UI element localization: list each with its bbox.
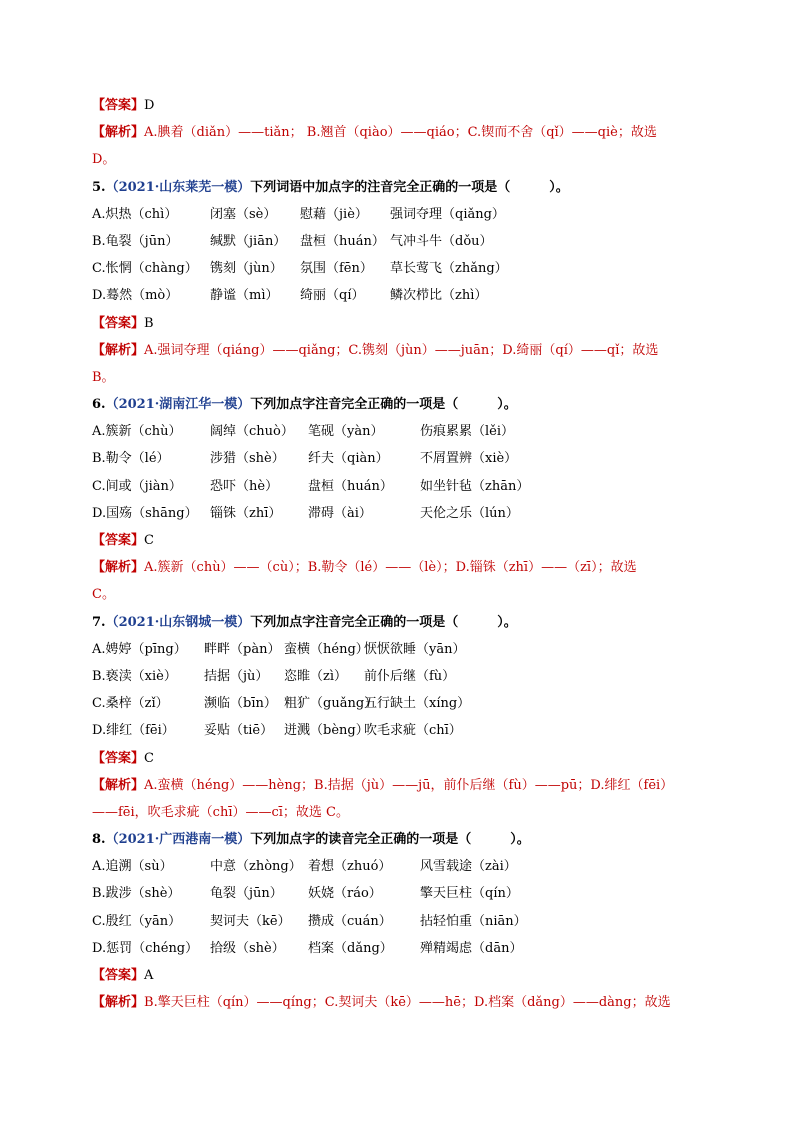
option-item: 镌刻（jùn） [210, 261, 283, 277]
option-item: B.勒令（lé） [92, 451, 170, 467]
option-item: 蛮横（héng） [284, 641, 369, 657]
option-item: 迸溅（bèng） [284, 723, 369, 739]
analysis-line [92, 989, 702, 1016]
option-row [92, 636, 702, 663]
option-item: 笔砚（yàn） [308, 424, 384, 440]
analysis-text: ——fēi，吹毛求疵（chī）——cī；故选 C。 [92, 804, 349, 820]
option-item: 五行缺土（xíng） [364, 696, 471, 712]
option-item: 擎天巨柱（qín） [420, 886, 519, 902]
analysis-text: A.强词夺理（qiáng）——qiǎng；C.镌刻（jùn）——juān；D.绮丽（qí）——qǐ；故选 [144, 342, 659, 358]
answer-line [92, 962, 702, 989]
option-row [92, 935, 702, 962]
option-item: B.龟裂（jūn） [92, 233, 179, 249]
answer-line [92, 310, 702, 337]
option-item: C.殷红（yān） [92, 913, 182, 929]
option-row [92, 418, 702, 445]
option-item: A.追溯（sù） [92, 859, 173, 875]
option-row [92, 500, 702, 527]
option-item: 天伦之乐（lún） [420, 505, 519, 521]
analysis-line-continued [92, 581, 702, 608]
option-item: B.跋涉（shè） [92, 886, 181, 902]
question-source: （2021·山东钢城一模） [105, 614, 251, 630]
option-item: 档案（dǎng） [308, 940, 393, 956]
answer-line [92, 745, 702, 772]
option-item: 涉猎（shè） [210, 451, 285, 467]
answer-label: 【答案】 [92, 98, 145, 113]
option-row [92, 473, 702, 500]
option-item: 粗犷（guǎng） [284, 696, 378, 712]
question-source: （2021·广西港南一模） [105, 832, 251, 848]
option-item: 强词夺理（qiǎng） [390, 206, 505, 222]
option-item: 盘桓（huán） [308, 478, 393, 494]
option-row [92, 717, 702, 744]
answer-value: D [144, 98, 155, 113]
option-row [92, 228, 702, 255]
option-item: 伤痕累累（lěi） [420, 424, 515, 440]
question-text: 下列词语中加点字的注音完全正确的一项是（ ）。 [250, 179, 569, 195]
option-row [92, 690, 702, 717]
analysis-line-continued [92, 364, 702, 391]
option-row [92, 201, 702, 228]
question-text: 下列加点字的读音完全正确的一项是（ ）。 [250, 832, 530, 848]
option-item: 妖娆（ráo） [308, 886, 382, 902]
question-source: （2021·山东莱芜一模） [105, 179, 251, 195]
analysis-line [92, 772, 702, 799]
question-source: （2021·湖南江华一模） [105, 397, 251, 413]
option-row [92, 853, 702, 880]
option-item: 契诃夫（kē） [210, 913, 291, 929]
option-item: 闭塞（sè） [210, 206, 277, 222]
option-item: 风雪载途（zài） [420, 859, 517, 875]
option-row [92, 908, 702, 935]
option-item: 拮据（jù） [204, 668, 269, 684]
analysis-text: A.蛮横（héng）——hèng；B.拮据（jù）——jū，前仆后继（fù）——pū；D.绯红（fēi） [144, 777, 674, 793]
question-number: 8. [92, 832, 106, 848]
analysis-line-continued [92, 799, 702, 826]
analysis-label: 【解析】 [92, 560, 145, 576]
answer-value: C [144, 750, 154, 766]
option-item: 滞碍（ài） [308, 505, 372, 521]
option-row [92, 282, 702, 309]
option-item: 攒成（cuán） [308, 913, 392, 929]
answer-label: 【答案】 [92, 533, 145, 548]
analysis-label: 【解析】 [92, 995, 145, 1011]
option-item: D.国殇（shāng） [92, 505, 198, 521]
option-item: C.桑梓（zǐ） [92, 696, 169, 712]
option-item: 畔畔（pàn） [204, 641, 281, 657]
option-item: B.亵渎（xiè） [92, 668, 177, 684]
option-item: 着想（zhuó） [308, 859, 392, 875]
option-item: 妥贴（tiē） [204, 723, 274, 739]
question-stem [92, 174, 702, 201]
analysis-line [92, 119, 702, 146]
option-item: 静谧（mì） [210, 288, 279, 304]
question-text: 下列加点字注音完全正确的一项是（ ）。 [250, 614, 517, 630]
option-item: 绮丽（qí） [300, 288, 365, 304]
option-item: 恐吓（hè） [210, 478, 279, 494]
analysis-line-continued [92, 146, 702, 173]
question-stem [92, 609, 702, 636]
analysis-line [92, 554, 702, 581]
option-item: C.间或（jiàn） [92, 478, 182, 494]
option-item: 缄默（jiān） [210, 233, 287, 249]
option-item: 盘桓（huán） [300, 233, 385, 249]
document-page [92, 92, 702, 1016]
answer-value: B [144, 315, 154, 331]
option-item: 殚精竭虑（dān） [420, 940, 523, 956]
option-item: D.惩罚（chéng） [92, 940, 199, 956]
analysis-line [92, 337, 702, 364]
option-item: D.蓦然（mò） [92, 288, 179, 304]
option-item: 恹恹欲睡（yān） [364, 641, 466, 657]
analysis-label: 【解析】 [92, 342, 145, 358]
option-item: 气冲斗牛（dǒu） [390, 233, 493, 249]
option-item: 龟裂（jūn） [210, 886, 283, 902]
option-item: 濒临（bīn） [204, 696, 277, 712]
option-row [92, 880, 702, 907]
analysis-text: B。 [92, 369, 115, 385]
answer-value: C [144, 533, 154, 548]
analysis-text: A.簇新（chù）——（cù）；B.勒令（lé）——（lè）；D.锱铢（zhī）——（zī）；故选 [144, 560, 637, 576]
answer-label: 【答案】 [92, 315, 145, 331]
analysis-label: 【解析】 [92, 777, 145, 793]
answer-value: A [144, 968, 154, 983]
question-stem [92, 826, 702, 853]
option-item: 纤夫（qiàn） [308, 451, 389, 467]
answer-label: 【答案】 [92, 750, 145, 766]
analysis-text: C。 [92, 587, 115, 603]
option-item: 如坐针毡（zhān） [420, 478, 530, 494]
question-number: 6. [92, 397, 106, 413]
option-item: 前仆后继（fù） [364, 668, 456, 684]
option-item: C.怅惘（chàng） [92, 261, 198, 277]
option-item: 阔绰（chuò） [210, 424, 294, 440]
option-item: 吹毛求疵（chī） [364, 723, 462, 739]
question-number: 7. [92, 614, 106, 630]
option-item: 拾级（shè） [210, 940, 285, 956]
option-row [92, 445, 702, 472]
analysis-label: 【解析】 [92, 125, 145, 141]
analysis-text: B.擎天巨柱（qín）——qíng；C.契诃夫（kē）——hē；D.档案（dǎng）——dàng；故选 [144, 995, 671, 1011]
option-row [92, 255, 702, 282]
option-item: 草长莺飞（zhǎng） [390, 261, 508, 277]
answer-label: 【答案】 [92, 968, 145, 983]
option-item: 中意（zhòng） [210, 859, 302, 875]
option-item: D.绯红（fēi） [92, 723, 175, 739]
option-item: A.炽热（chì） [92, 206, 178, 222]
option-item: 氛围（fēn） [300, 261, 373, 277]
option-item: 不屑置辨（xiè） [420, 451, 518, 467]
question-stem [92, 391, 702, 418]
option-item: 恣睢（zì） [284, 668, 348, 684]
analysis-text: D。 [92, 152, 116, 168]
option-item: 锱铢（zhī） [210, 505, 282, 521]
option-item: A.簇新（chù） [92, 424, 182, 440]
option-item: 拈轻怕重（niān） [420, 913, 527, 929]
option-item: 鳞次栉比（zhì） [390, 288, 488, 304]
analysis-text: A.腆着（diǎn）——tiǎn； B.翘首（qiào）——qiáo；C.锲而不舍（qǐ）——qiè；故选 [144, 125, 657, 141]
option-item: 慰藉（jiè） [300, 206, 368, 222]
answer-line [92, 527, 702, 554]
question-text: 下列加点字注音完全正确的一项是（ ）。 [250, 397, 517, 413]
option-item: A.娉婷（pīng） [92, 641, 187, 657]
question-number: 5. [92, 179, 106, 195]
answer-line [92, 92, 702, 119]
option-row [92, 663, 702, 690]
